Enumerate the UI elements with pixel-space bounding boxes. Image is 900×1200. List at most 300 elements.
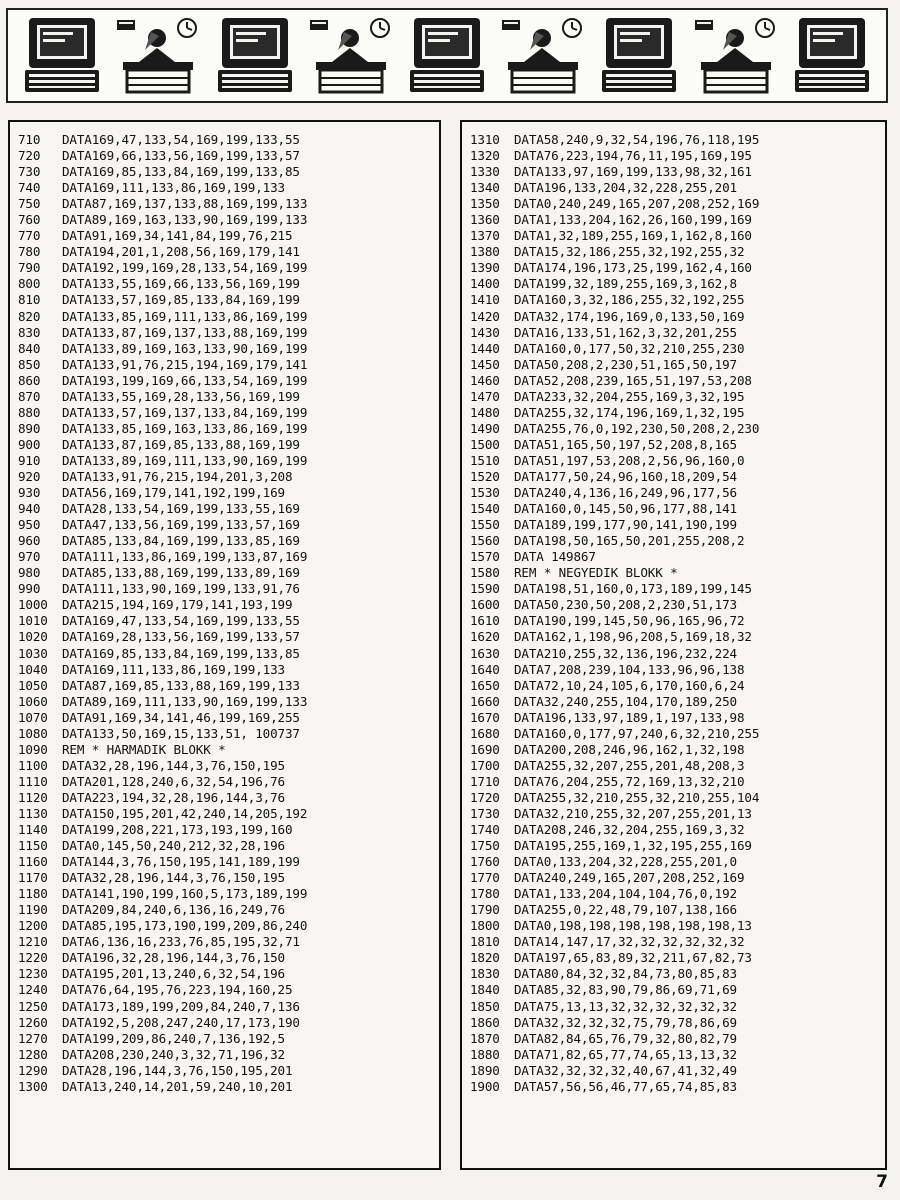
line-number: 1020	[18, 629, 48, 645]
line-code: DATA51,197,53,208,2,56,96,160,0	[514, 452, 745, 468]
line-number: 1450	[470, 356, 500, 372]
line-code: DATA169,111,133,86,169,199,133	[62, 180, 285, 196]
code-line	[470, 421, 885, 437]
code-line	[18, 758, 439, 774]
line-number: 1800	[470, 918, 500, 934]
line-number: 1090	[18, 741, 48, 757]
line-code: DATA192,5,208,247,240,17,173,190	[62, 1014, 300, 1030]
line-code: DATA210,255,32,136,196,232,224	[514, 645, 737, 661]
line-number: 1790	[470, 902, 500, 918]
code-line	[18, 276, 439, 292]
line-number: 1330	[470, 164, 500, 180]
line-code: DATA56,169,179,141,192,199,169	[62, 485, 285, 501]
line-number: 820	[18, 308, 41, 324]
line-number: 1250	[18, 998, 48, 1014]
code-line	[470, 132, 885, 148]
office-worker-desk-icon	[115, 14, 201, 98]
code-line	[18, 1063, 439, 1079]
banner-strip	[6, 8, 888, 103]
line-code: DATA169,85,133,84,169,199,133,85	[62, 164, 300, 180]
line-code: DATA133,97,169,199,133,98,32,161	[514, 164, 752, 180]
line-code: DATA160,3,32,186,255,32,192,255	[514, 292, 745, 308]
line-code: DATA141,190,199,160,5,173,189,199	[62, 886, 308, 902]
line-number: 1840	[470, 982, 500, 998]
code-line	[470, 613, 885, 629]
code-line	[18, 565, 439, 581]
code-line	[470, 357, 885, 373]
line-number: 1420	[470, 308, 500, 324]
line-code: DATA6,136,16,233,76,85,195,32,71	[62, 934, 300, 950]
code-line	[470, 228, 885, 244]
line-number: 1690	[470, 741, 500, 757]
line-number: 1460	[470, 372, 500, 388]
code-line	[470, 918, 885, 934]
line-number: 1270	[18, 1030, 48, 1046]
line-code: DATA133,89,169,111,133,90,169,199	[62, 452, 308, 468]
line-code: DATA209,84,240,6,136,16,249,76	[62, 902, 285, 918]
code-line	[470, 710, 885, 726]
line-code: DATA233,32,204,255,169,3,32,195	[514, 388, 745, 404]
line-code: DATA196,32,28,196,144,3,76,150	[62, 950, 285, 966]
line-code: DATA111,133,86,169,199,133,87,169	[62, 549, 308, 565]
line-code: DATA169,28,133,56,169,199,133,57	[62, 629, 300, 645]
code-line	[470, 742, 885, 758]
code-line	[470, 806, 885, 822]
code-line	[470, 646, 885, 662]
line-code: DATA199,209,86,240,7,136,192,5	[62, 1030, 285, 1046]
office-worker-desk-icon	[308, 14, 394, 98]
line-number: 1640	[470, 661, 500, 677]
line-code: DATA52,208,239,165,51,197,53,208	[514, 372, 752, 388]
line-number: 1900	[470, 1078, 500, 1094]
line-number: 1510	[470, 452, 500, 468]
line-code: DATA57,56,56,46,77,65,74,85,83	[514, 1078, 737, 1094]
code-line	[470, 886, 885, 902]
line-number: 1490	[470, 420, 500, 436]
line-number: 1740	[470, 822, 500, 838]
line-code: DATA240,4,136,16,249,96,177,56	[514, 485, 737, 501]
line-number: 1770	[470, 870, 500, 886]
code-line	[470, 244, 885, 260]
code-line	[470, 549, 885, 565]
line-code: DATA51,165,50,197,52,208,8,165	[514, 436, 737, 452]
line-number: 760	[18, 212, 41, 228]
line-code: DATA169,47,133,54,169,199,133,55	[62, 132, 300, 147]
line-code: DATA133,91,76,215,194,169,179,141	[62, 356, 308, 372]
line-code: DATA169,47,133,54,169,199,133,55	[62, 613, 300, 629]
line-code: DATA133,87,169,85,133,88,169,199	[62, 436, 300, 452]
code-line	[18, 132, 439, 148]
line-code: DATA133,55,169,66,133,56,169,199	[62, 276, 300, 292]
code-line	[18, 854, 439, 870]
code-line	[470, 999, 885, 1015]
line-number: 830	[18, 324, 41, 340]
line-number: 1000	[18, 597, 48, 613]
line-code: DATA1,32,189,255,169,1,162,8,160	[514, 228, 752, 244]
code-line	[18, 966, 439, 982]
line-number: 1730	[470, 805, 500, 821]
line-number: 1760	[470, 854, 500, 870]
line-code: DATA15,32,186,255,32,192,255,32	[514, 244, 745, 260]
line-code: DATA195,201,13,240,6,32,54,196	[62, 966, 285, 982]
line-code: DATA133,91,76,215,194,201,3,208	[62, 468, 293, 484]
line-code: DATA72,10,24,105,6,170,160,6,24	[514, 677, 745, 693]
code-line	[470, 565, 885, 581]
code-line	[18, 710, 439, 726]
line-number: 1670	[470, 709, 500, 725]
line-number: 930	[18, 485, 41, 501]
line-number: 1350	[470, 196, 500, 212]
computer-terminal-icon	[404, 14, 490, 98]
line-code: DATA133,57,169,85,133,84,169,199	[62, 292, 300, 308]
line-number: 780	[18, 244, 41, 260]
line-number: 1060	[18, 693, 48, 709]
office-worker-desk-icon	[693, 14, 779, 98]
line-number: 730	[18, 164, 41, 180]
line-code: DATA255,32,174,196,169,1,32,195	[514, 404, 745, 420]
line-code: DATA144,3,76,150,195,141,189,199	[62, 854, 300, 870]
line-code: DATA208,246,32,204,255,169,3,32	[514, 822, 745, 838]
line-number: 990	[18, 581, 41, 597]
code-line	[18, 260, 439, 276]
code-line	[18, 646, 439, 662]
line-number: 870	[18, 388, 41, 404]
line-number: 1230	[18, 966, 48, 982]
line-code: DATA82,84,65,76,79,32,80,82,79	[514, 1030, 737, 1046]
code-line	[18, 742, 439, 758]
line-number: 740	[18, 180, 41, 196]
line-code: DATA71,82,65,77,74,65,13,13,32	[514, 1046, 737, 1062]
line-code: DATA162,1,198,96,208,5,169,18,32	[514, 629, 752, 645]
code-line	[18, 902, 439, 918]
computer-terminal-icon	[19, 14, 105, 98]
computer-terminal-icon	[789, 14, 875, 98]
line-number: 1540	[470, 501, 500, 517]
line-number: 960	[18, 533, 41, 549]
code-line	[470, 437, 885, 453]
line-code: DATA196,133,204,32,228,255,201	[514, 180, 737, 196]
line-code: DATA133,87,169,137,133,88,169,199	[62, 324, 308, 340]
line-code: DATA85,32,83,90,79,86,69,71,69	[514, 982, 737, 998]
line-number: 850	[18, 356, 41, 372]
line-number: 750	[18, 196, 41, 212]
line-number: 1870	[470, 1030, 500, 1046]
line-code: DATA80,84,32,32,84,73,80,85,83	[514, 966, 737, 982]
line-code: DATA0,198,198,198,198,198,198,13	[514, 918, 752, 934]
line-code: DATA1,133,204,162,26,160,199,169	[514, 212, 752, 228]
line-number: 1150	[18, 838, 48, 854]
line-code: DATA32,240,255,104,170,189,250	[514, 693, 737, 709]
office-worker-desk-icon	[500, 14, 586, 98]
line-number: 1810	[470, 934, 500, 950]
code-line	[18, 389, 439, 405]
line-code: DATA173,189,199,209,84,240,7,136	[62, 998, 300, 1014]
line-code: DATA32,210,255,32,207,255,201,13	[514, 805, 752, 821]
line-number: 1320	[470, 148, 500, 164]
code-line	[18, 1015, 439, 1031]
code-line	[18, 501, 439, 517]
line-code: DATA76,64,195,76,223,194,160,25	[62, 982, 293, 998]
code-line	[18, 292, 439, 308]
code-line	[18, 581, 439, 597]
line-number: 1720	[470, 789, 500, 805]
line-code: DATA198,50,165,50,201,255,208,2	[514, 533, 745, 549]
line-number: 1110	[18, 773, 48, 789]
line-code: DATA133,85,169,111,133,86,169,199	[62, 308, 308, 324]
line-code: DATA87,169,85,133,88,169,199,133	[62, 677, 300, 693]
line-number: 1580	[470, 565, 500, 581]
listing-column-left	[8, 120, 441, 1170]
line-code: DATA 149867	[514, 549, 596, 565]
line-code: DATA255,32,207,255,201,48,208,3	[514, 757, 745, 773]
code-line	[18, 918, 439, 934]
code-line	[470, 389, 885, 405]
line-code: DATA215,194,169,179,141,193,199	[62, 597, 293, 613]
line-code: DATA91,169,34,141,84,199,76,215	[62, 228, 293, 244]
line-code: REM * HARMADIK BLOKK *	[62, 741, 226, 757]
code-line	[18, 341, 439, 357]
line-number: 1360	[470, 212, 500, 228]
line-number: 1630	[470, 645, 500, 661]
line-code: DATA0,145,50,240,212,32,28,196	[62, 838, 285, 854]
code-line	[470, 292, 885, 308]
line-code: DATA28,196,144,3,76,150,195,201	[62, 1062, 293, 1078]
code-line	[470, 164, 885, 180]
code-line	[470, 822, 885, 838]
code-line	[470, 373, 885, 389]
line-number: 1650	[470, 677, 500, 693]
line-code: DATA160,0,177,50,32,210,255,230	[514, 340, 745, 356]
computer-terminal-icon	[596, 14, 682, 98]
code-line	[18, 774, 439, 790]
code-line	[18, 838, 439, 854]
code-line	[470, 678, 885, 694]
code-line	[18, 453, 439, 469]
line-code: DATA192,199,169,28,133,54,169,199	[62, 260, 308, 276]
code-line	[18, 870, 439, 886]
line-code: DATA50,208,2,230,51,165,50,197	[514, 356, 737, 372]
code-line	[470, 212, 885, 228]
line-number: 1210	[18, 934, 48, 950]
line-code: DATA193,199,169,66,133,54,169,199	[62, 372, 308, 388]
code-line	[18, 148, 439, 164]
line-number: 1290	[18, 1062, 48, 1078]
code-line	[470, 148, 885, 164]
code-line	[470, 838, 885, 854]
line-number: 1480	[470, 404, 500, 420]
line-code: DATA169,85,133,84,169,199,133,85	[62, 645, 300, 661]
line-number: 1130	[18, 805, 48, 821]
line-number: 970	[18, 549, 41, 565]
line-code: DATA85,133,84,169,199,133,85,169	[62, 533, 300, 549]
code-line	[18, 950, 439, 966]
line-code: DATA255,32,210,255,32,210,255,104	[514, 789, 760, 805]
line-code: DATA0,133,204,32,228,255,201,0	[514, 854, 737, 870]
line-number: 890	[18, 420, 41, 436]
code-line	[470, 517, 885, 533]
line-number: 1590	[470, 581, 500, 597]
line-number: 1410	[470, 292, 500, 308]
code-line	[18, 613, 439, 629]
line-code: DATA75,13,13,32,32,32,32,32,32	[514, 998, 737, 1014]
code-line	[18, 309, 439, 325]
code-line	[470, 533, 885, 549]
code-line	[18, 373, 439, 389]
line-code: DATA32,28,196,144,3,76,150,195	[62, 757, 285, 773]
line-code: DATA150,195,201,42,240,14,205,192	[62, 805, 308, 821]
code-line	[18, 629, 439, 645]
line-code: DATA111,133,90,169,199,133,91,76	[62, 581, 300, 597]
line-code: DATA47,133,56,169,199,133,57,169	[62, 517, 300, 533]
code-line	[18, 325, 439, 341]
line-number: 1180	[18, 886, 48, 902]
code-line	[18, 357, 439, 373]
line-number: 1310	[470, 132, 500, 147]
line-number: 1260	[18, 1014, 48, 1030]
line-number: 1470	[470, 388, 500, 404]
code-line	[470, 325, 885, 341]
line-number: 1610	[470, 613, 500, 629]
line-number: 1120	[18, 789, 48, 805]
line-number: 1390	[470, 260, 500, 276]
line-number: 1080	[18, 725, 48, 741]
line-number: 1850	[470, 998, 500, 1014]
line-number: 800	[18, 276, 41, 292]
line-code: DATA189,199,177,90,141,190,199	[514, 517, 737, 533]
line-code: DATA76,204,255,72,169,13,32,210	[514, 773, 745, 789]
code-line	[470, 485, 885, 501]
line-number: 1660	[470, 693, 500, 709]
line-number: 1550	[470, 517, 500, 533]
code-line	[470, 405, 885, 421]
line-code: DATA14,147,17,32,32,32,32,32,32	[514, 934, 745, 950]
line-number: 1680	[470, 725, 500, 741]
line-code: DATA255,0,22,48,79,107,138,166	[514, 902, 737, 918]
code-line	[470, 758, 885, 774]
line-code: DATA91,169,34,141,46,199,169,255	[62, 709, 300, 725]
code-line	[18, 999, 439, 1015]
line-number: 1600	[470, 597, 500, 613]
line-code: DATA89,169,163,133,90,169,199,133	[62, 212, 308, 228]
code-line	[18, 934, 439, 950]
line-number: 1820	[470, 950, 500, 966]
line-code: DATA208,230,240,3,32,71,196,32	[62, 1046, 285, 1062]
line-code: REM * NEGYEDIK BLOKK *	[514, 565, 678, 581]
code-line	[470, 276, 885, 292]
code-line	[18, 726, 439, 742]
line-number: 1710	[470, 773, 500, 789]
line-code: DATA16,133,51,162,3,32,201,255	[514, 324, 737, 340]
line-code: DATA89,169,111,133,90,169,199,133	[62, 693, 308, 709]
line-code: DATA32,32,32,32,75,79,78,86,69	[514, 1014, 737, 1030]
line-number: 910	[18, 452, 41, 468]
code-line	[18, 228, 439, 244]
code-line	[470, 501, 885, 517]
line-number: 1620	[470, 629, 500, 645]
line-number: 1860	[470, 1014, 500, 1030]
line-code: DATA32,174,196,169,0,133,50,169	[514, 308, 745, 324]
line-code: DATA199,32,189,255,169,3,162,8	[514, 276, 737, 292]
line-number: 1830	[470, 966, 500, 982]
listing-column-right	[460, 120, 887, 1170]
code-line	[470, 309, 885, 325]
line-number: 1560	[470, 533, 500, 549]
code-line	[470, 453, 885, 469]
line-number: 720	[18, 148, 41, 164]
line-code: DATA133,85,169,163,133,86,169,199	[62, 420, 308, 436]
code-line	[18, 1079, 439, 1095]
code-line	[470, 950, 885, 966]
code-line	[18, 790, 439, 806]
line-number: 1430	[470, 324, 500, 340]
line-number: 1700	[470, 757, 500, 773]
line-code: DATA28,133,54,169,199,133,55,169	[62, 501, 300, 517]
code-line	[470, 629, 885, 645]
line-number: 1050	[18, 677, 48, 693]
code-line	[470, 1031, 885, 1047]
code-line	[18, 1047, 439, 1063]
line-code: DATA169,66,133,56,169,199,133,57	[62, 148, 300, 164]
code-line	[18, 806, 439, 822]
code-line	[470, 260, 885, 276]
code-line	[470, 597, 885, 613]
code-line	[18, 212, 439, 228]
line-number: 1890	[470, 1062, 500, 1078]
line-code: DATA133,50,169,15,133,51, 100737	[62, 725, 300, 741]
line-code: DATA199,208,221,173,193,199,160	[62, 822, 293, 838]
line-code: DATA133,57,169,137,133,84,169,199	[62, 404, 308, 420]
line-number: 1370	[470, 228, 500, 244]
line-number: 950	[18, 517, 41, 533]
line-number: 1440	[470, 340, 500, 356]
code-line	[470, 694, 885, 710]
code-line	[470, 469, 885, 485]
code-line	[470, 1015, 885, 1031]
line-number: 1030	[18, 645, 48, 661]
line-number: 940	[18, 501, 41, 517]
code-line	[18, 437, 439, 453]
line-code: DATA32,28,196,144,3,76,150,195	[62, 870, 285, 886]
line-code: DATA200,208,246,96,162,1,32,198	[514, 741, 745, 757]
line-number: 810	[18, 292, 41, 308]
code-line	[470, 1079, 885, 1095]
line-number: 790	[18, 260, 41, 276]
line-number: 1070	[18, 709, 48, 725]
line-number: 1200	[18, 918, 48, 934]
page-number: 7	[876, 1172, 888, 1192]
code-line	[470, 902, 885, 918]
line-number: 1520	[470, 468, 500, 484]
code-line	[18, 485, 439, 501]
code-line	[18, 405, 439, 421]
code-line	[18, 982, 439, 998]
line-number: 980	[18, 565, 41, 581]
line-code: DATA255,76,0,192,230,50,208,2,230	[514, 420, 760, 436]
line-number: 1240	[18, 982, 48, 998]
line-code: DATA195,255,169,1,32,195,255,169	[514, 838, 752, 854]
line-number: 710	[18, 132, 41, 147]
code-line	[18, 533, 439, 549]
code-line	[470, 581, 885, 597]
code-line	[470, 982, 885, 998]
line-code: DATA85,195,173,190,199,209,86,240	[62, 918, 308, 934]
line-code: DATA177,50,24,96,160,18,209,54	[514, 468, 737, 484]
computer-terminal-icon	[212, 14, 298, 98]
line-number: 1530	[470, 485, 500, 501]
line-code: DATA76,223,194,76,11,195,169,195	[514, 148, 752, 164]
code-line	[18, 597, 439, 613]
line-code: DATA196,133,97,189,1,197,133,98	[514, 709, 745, 725]
